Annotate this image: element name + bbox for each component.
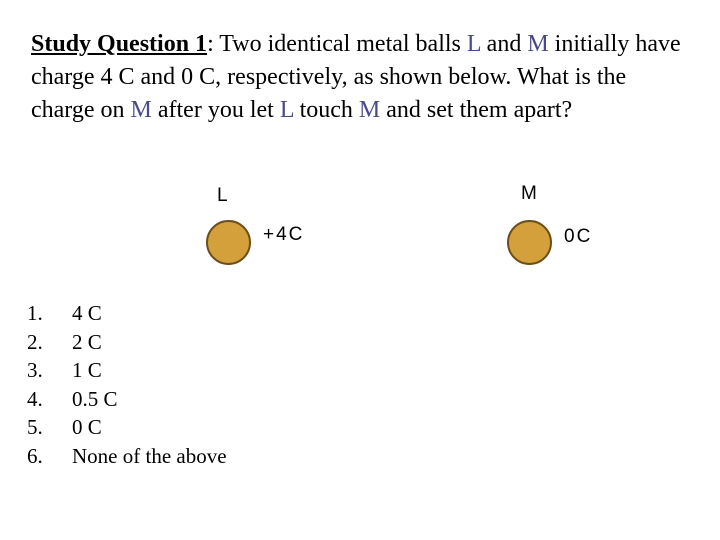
answer-choices	[27, 299, 227, 470]
question-ball-l-ref: L	[466, 31, 481, 57]
choice-item	[27, 356, 227, 385]
choice-text: 0.5 C	[72, 386, 118, 411]
question-segment: and	[480, 31, 528, 57]
ball-l-label: L	[217, 185, 228, 206]
choice-text: 0 C	[72, 415, 102, 439]
choice-number: 4.	[27, 386, 43, 411]
question-segment: initially have charge 4 C and 0 C, respectively, as shown below. What is the charge on	[31, 31, 681, 123]
choice-item	[27, 442, 227, 471]
question-segment: and set them apart?	[380, 97, 573, 123]
choice-text: None of the above	[72, 443, 227, 468]
ball-l	[206, 220, 251, 265]
choice-item	[27, 328, 227, 357]
ball-l-charge: +4C	[263, 224, 305, 245]
choice-number: 1.	[27, 301, 43, 325]
choice-item	[27, 299, 227, 328]
choice-text: 4 C	[72, 301, 102, 325]
question-segment: after you let	[151, 97, 280, 123]
choice-number: 3.	[27, 358, 43, 382]
ball-m-label: M	[521, 183, 537, 204]
question-text	[31, 28, 691, 127]
ball-m	[507, 220, 552, 265]
choice-number: 6.	[27, 443, 43, 468]
choice-number: 2.	[27, 329, 43, 354]
question-label: Study Question 1	[31, 31, 208, 57]
choice-text: 1 C	[72, 358, 102, 382]
question-ball-l-ref: L	[279, 97, 294, 123]
ball-m-charge: 0C	[564, 226, 593, 247]
choice-number: 5.	[27, 415, 43, 439]
question-ball-m-ref: M	[358, 97, 381, 123]
choice-item	[27, 413, 227, 442]
question-colon: :	[207, 31, 214, 57]
question-ball-m-ref: M	[130, 97, 152, 123]
question-ball-m-ref: M	[527, 31, 549, 57]
question-segment: Two identical metal balls	[213, 31, 467, 57]
choice-item	[27, 385, 227, 414]
choice-text: 2 C	[72, 329, 102, 354]
question-segment: touch	[293, 97, 359, 123]
